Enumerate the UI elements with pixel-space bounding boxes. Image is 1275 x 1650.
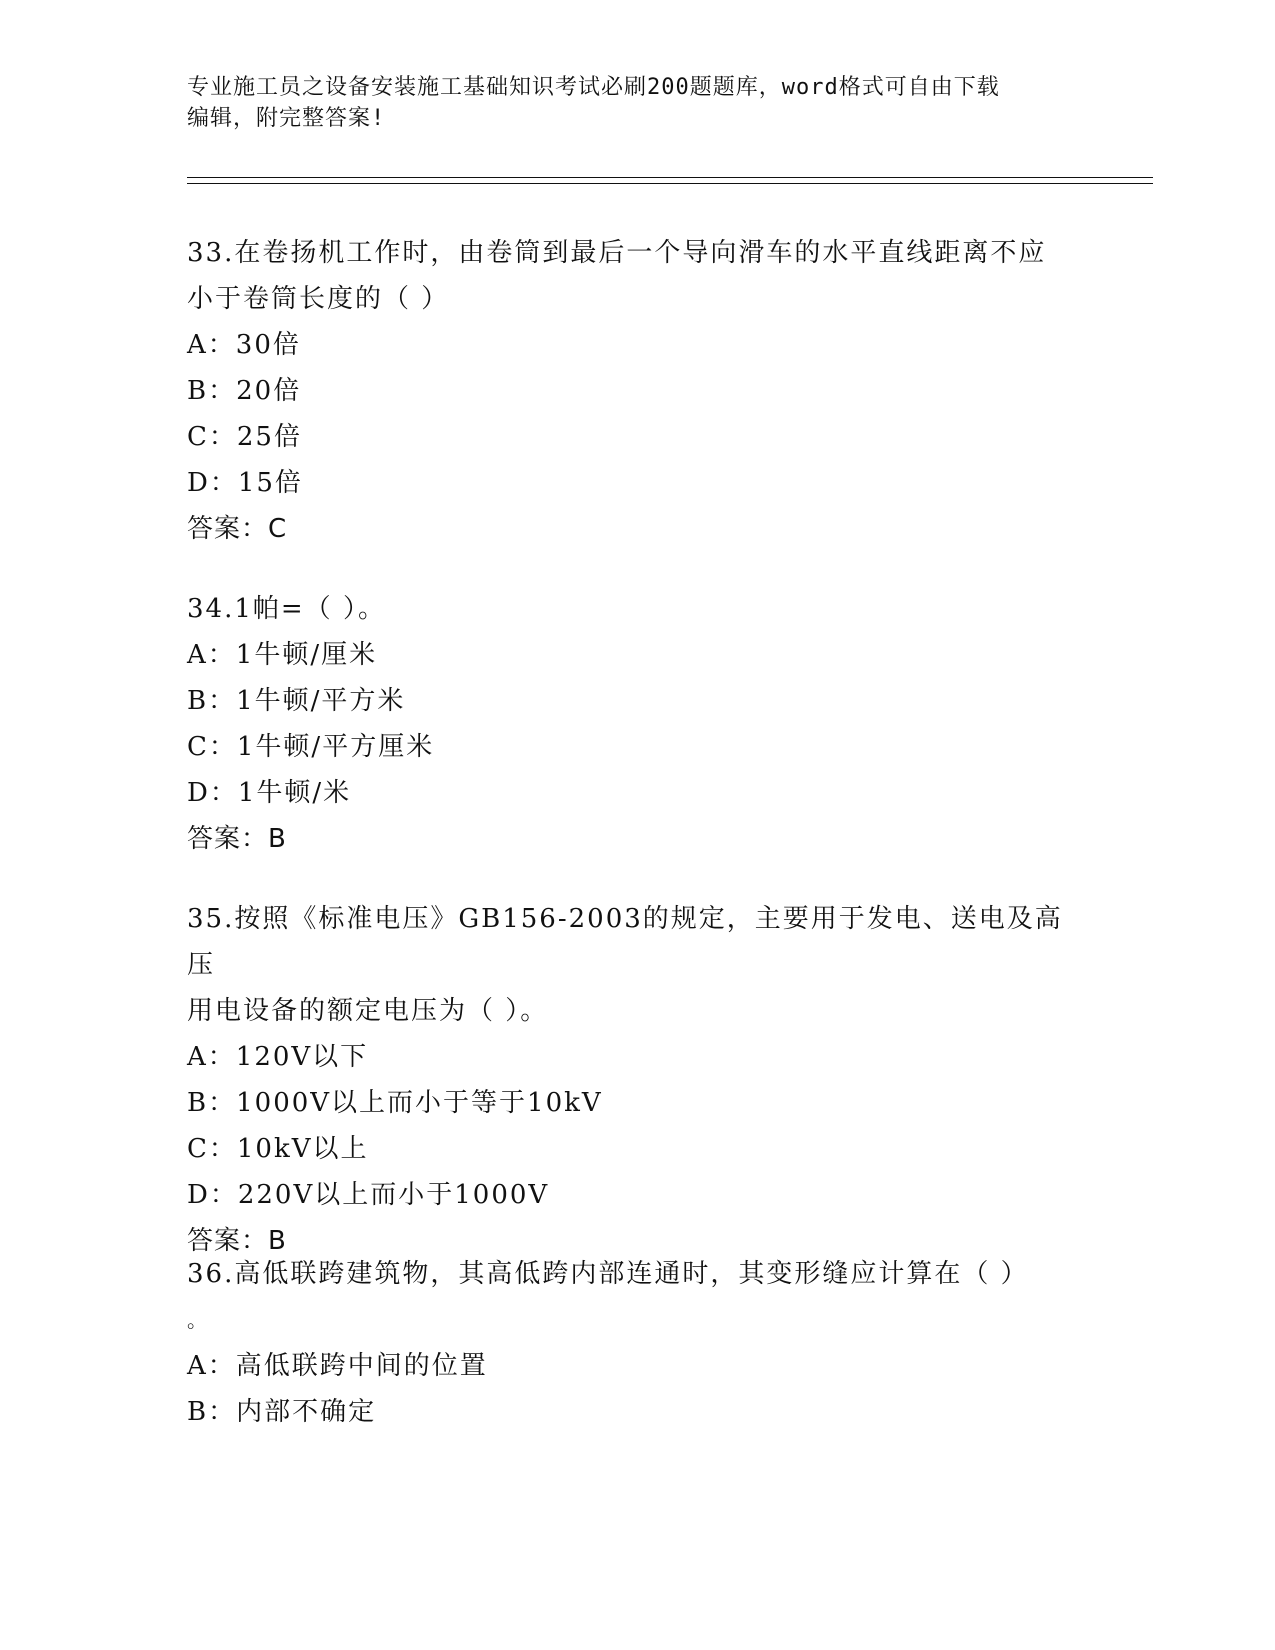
- option-a: A：30倍: [187, 330, 301, 360]
- option-c: C：10kV以上: [187, 1134, 369, 1164]
- option-d: D：1牛顿/米: [187, 778, 352, 808]
- question-34: [187, 586, 1087, 862]
- document-header: [187, 72, 1087, 134]
- option-c: C：1牛顿/平方厘米: [187, 732, 435, 762]
- option-d: D：15倍: [187, 468, 303, 498]
- question-stem-continued: 。: [187, 1308, 209, 1332]
- question-stem-continued: 小于卷筒长度的（ ）: [187, 284, 450, 314]
- option-b: B：20倍: [187, 376, 302, 406]
- answer: 答案：C: [187, 514, 288, 544]
- option-b: B：1000V以上而小于等于10kV: [187, 1088, 603, 1118]
- question-stem: 35.按照《标准电压》GB156-2003的规定，主要用于发电、送电及高压: [187, 904, 1063, 980]
- question-35: [187, 896, 1087, 1264]
- question-36: [187, 1251, 1087, 1435]
- option-b: B：1牛顿/平方米: [187, 686, 406, 716]
- option-a: A：高低联跨中间的位置: [187, 1351, 488, 1381]
- option-b: B：内部不确定: [187, 1397, 377, 1427]
- answer: 答案：B: [187, 1226, 287, 1256]
- question-stem-continued: 用电设备的额定电压为（ ）。: [187, 996, 549, 1026]
- header-line-2: 编辑，附完整答案!: [187, 106, 386, 131]
- question-stem: 34.1帕=（ ）。: [187, 594, 386, 624]
- header-line-1: 专业施工员之设备安装施工基础知识考试必刷200题题库，word格式可自由下载: [187, 75, 1000, 100]
- option-a: A：1牛顿/厘米: [187, 640, 378, 670]
- question-stem: 36.高低联跨建筑物，其高低跨内部连通时，其变形缝应计算在（ ）: [187, 1259, 1029, 1289]
- option-a: A：120V以下: [187, 1042, 369, 1072]
- question-33: [187, 230, 1087, 552]
- option-c: C：25倍: [187, 422, 302, 452]
- header-divider-bottom: [187, 183, 1153, 184]
- option-d: D：220V以上而小于1000V: [187, 1180, 550, 1210]
- header-divider-top: [187, 177, 1153, 178]
- answer: 答案：B: [187, 824, 287, 854]
- question-stem: 33.在卷扬机工作时，由卷筒到最后一个导向滑车的水平直线距离不应: [187, 238, 1047, 268]
